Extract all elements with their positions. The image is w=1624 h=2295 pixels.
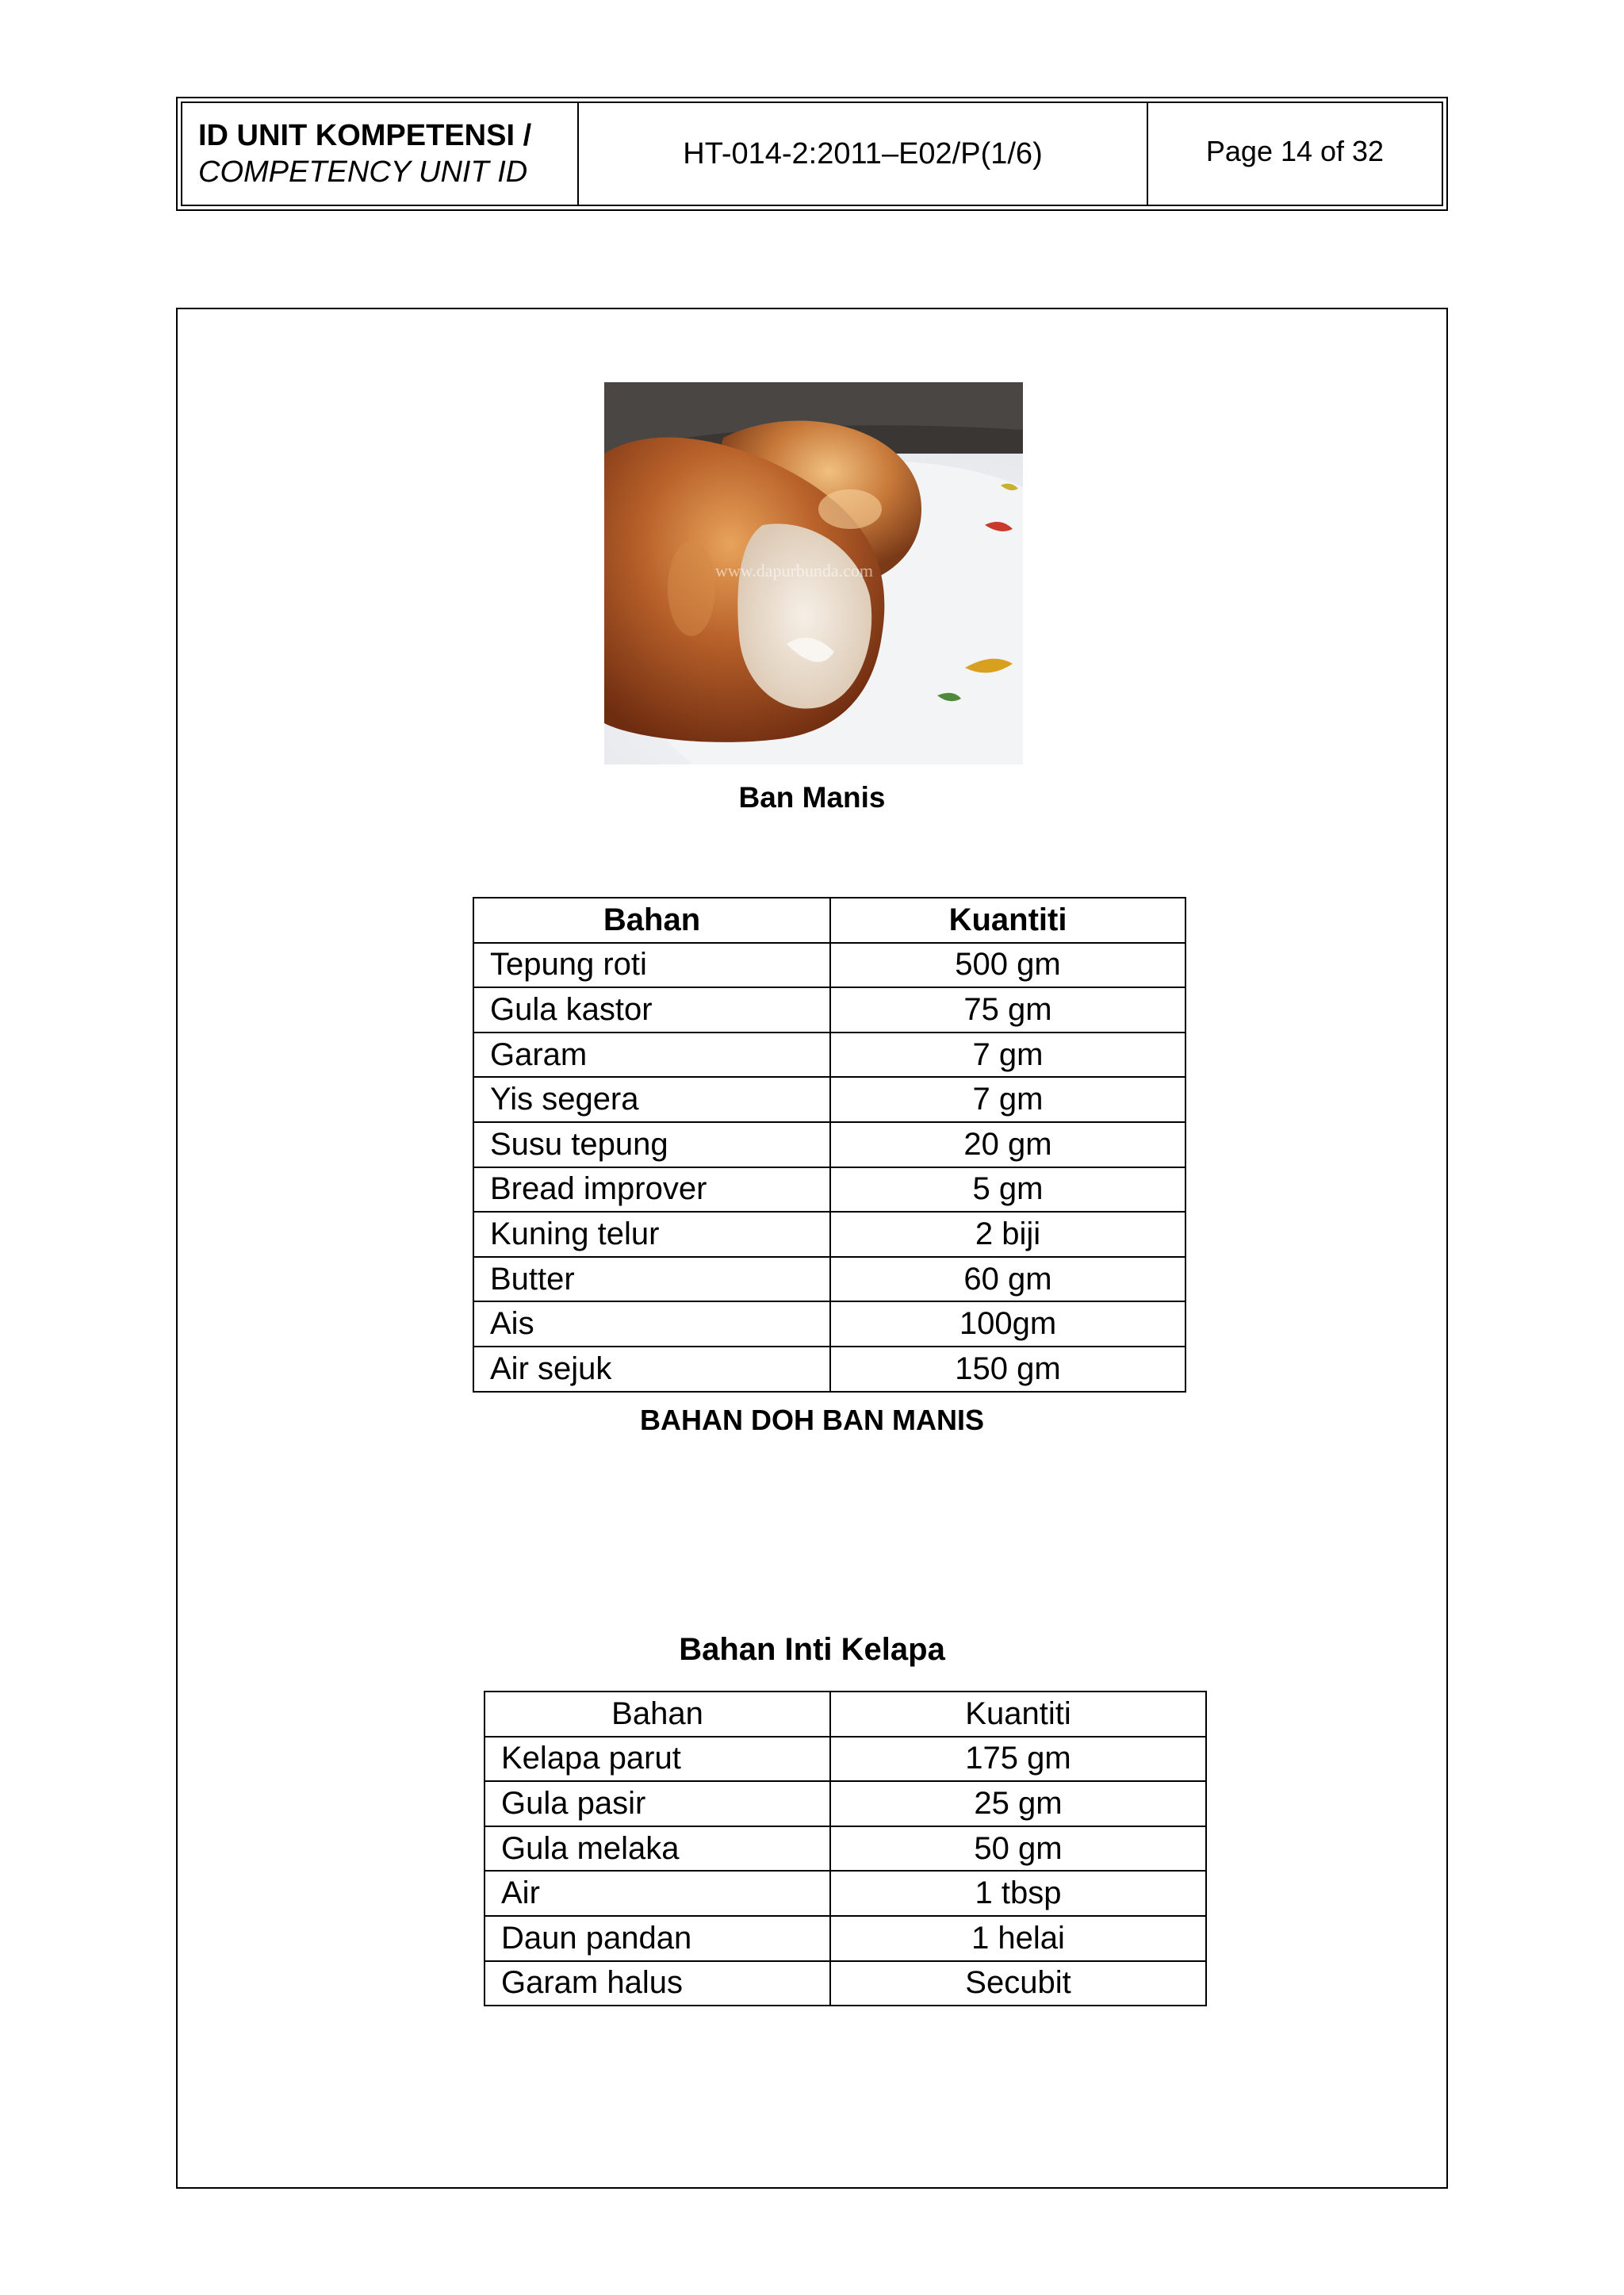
ingredient-name: Garam — [473, 1033, 830, 1078]
table-header-row — [485, 1692, 1206, 1737]
page-number: Page 14 of 32 — [1205, 135, 1385, 167]
table-row — [473, 1212, 1185, 1257]
bun-illustration — [604, 382, 1023, 764]
ingredient-name: Bread improver — [473, 1167, 830, 1213]
photo-caption: Ban Manis — [738, 781, 886, 814]
ingredient-name: Susu tepung — [473, 1122, 830, 1167]
table-row — [485, 1871, 1206, 1916]
table-row — [485, 1961, 1206, 2006]
ingredient-quantity: 20 gm — [830, 1122, 1185, 1167]
ingredient-quantity: 1 helai — [830, 1916, 1206, 1961]
table-row — [473, 1122, 1185, 1167]
ingredient-name: Kelapa parut — [485, 1737, 830, 1782]
document-header — [176, 97, 1448, 211]
ingredient-quantity: 175 gm — [830, 1737, 1206, 1782]
ingredient-name: Air — [485, 1871, 830, 1916]
dough-table-caption: BAHAN DOH BAN MANIS — [640, 1404, 984, 1436]
table-row — [473, 1257, 1185, 1302]
ingredient-quantity: 75 gm — [830, 987, 1185, 1033]
table-row — [473, 1033, 1185, 1078]
table-row — [473, 987, 1185, 1033]
ingredient-quantity: 60 gm — [830, 1257, 1185, 1302]
table-row — [485, 1826, 1206, 1872]
unit-code: HT-014-2:2011–E02/P(1/6) — [683, 136, 1043, 170]
table-row — [473, 1347, 1185, 1392]
ban-manis-photo — [604, 382, 1023, 764]
ingredient-name: Kuning telur — [473, 1212, 830, 1257]
ingredient-name: Butter — [473, 1257, 830, 1302]
ingredient-name: Daun pandan — [485, 1916, 830, 1961]
ingredient-name: Ais — [473, 1301, 830, 1347]
unit-label-cell — [182, 103, 579, 205]
ingredient-quantity: 100gm — [830, 1301, 1185, 1347]
coconut-filling-table — [484, 1691, 1207, 2006]
ingredient-name: Gula pasir — [485, 1781, 830, 1826]
ingredient-quantity: 150 gm — [830, 1347, 1185, 1392]
table-row — [485, 1916, 1206, 1961]
table-row — [485, 1781, 1206, 1826]
unit-label-line2: COMPETENCY UNIT ID — [198, 155, 528, 189]
table-row — [473, 1301, 1185, 1347]
table-row — [473, 1077, 1185, 1122]
header-bahan: Bahan — [485, 1692, 830, 1737]
ingredient-name: Gula kastor — [473, 987, 830, 1033]
ingredient-name: Tepung roti — [473, 943, 830, 988]
ingredient-quantity: 50 gm — [830, 1826, 1206, 1872]
table-header-row — [473, 898, 1185, 943]
unit-label-line1: ID UNIT KOMPETENSI / — [198, 119, 532, 152]
ingredient-quantity: 1 tbsp — [830, 1871, 1206, 1916]
ingredient-name: Gula melaka — [485, 1826, 830, 1872]
ingredient-name: Air sejuk — [473, 1347, 830, 1392]
ingredient-quantity: 25 gm — [830, 1781, 1206, 1826]
ingredient-quantity: 5 gm — [830, 1167, 1185, 1213]
ingredient-quantity: Secubit — [830, 1961, 1206, 2006]
filling-table-title: Bahan Inti Kelapa — [679, 1632, 945, 1667]
page-number-cell — [1148, 103, 1442, 205]
header-table — [181, 102, 1443, 206]
ingredient-name: Garam halus — [485, 1961, 830, 2006]
ingredient-quantity: 7 gm — [830, 1033, 1185, 1078]
dough-ingredients-table — [473, 897, 1186, 1393]
ingredient-name: Yis segera — [473, 1077, 830, 1122]
table-row — [473, 943, 1185, 988]
header-bahan: Bahan — [473, 898, 830, 943]
ingredient-quantity: 500 gm — [830, 943, 1185, 988]
table-row — [485, 1737, 1206, 1782]
unit-code-cell — [579, 103, 1148, 205]
header-kuantiti: Kuantiti — [830, 898, 1185, 943]
ingredient-quantity: 2 biji — [830, 1212, 1185, 1257]
ingredient-quantity: 7 gm — [830, 1077, 1185, 1122]
photo-watermark: www.dapurbunda.com — [715, 561, 873, 580]
table-row — [473, 1167, 1185, 1213]
header-kuantiti: Kuantiti — [830, 1692, 1206, 1737]
